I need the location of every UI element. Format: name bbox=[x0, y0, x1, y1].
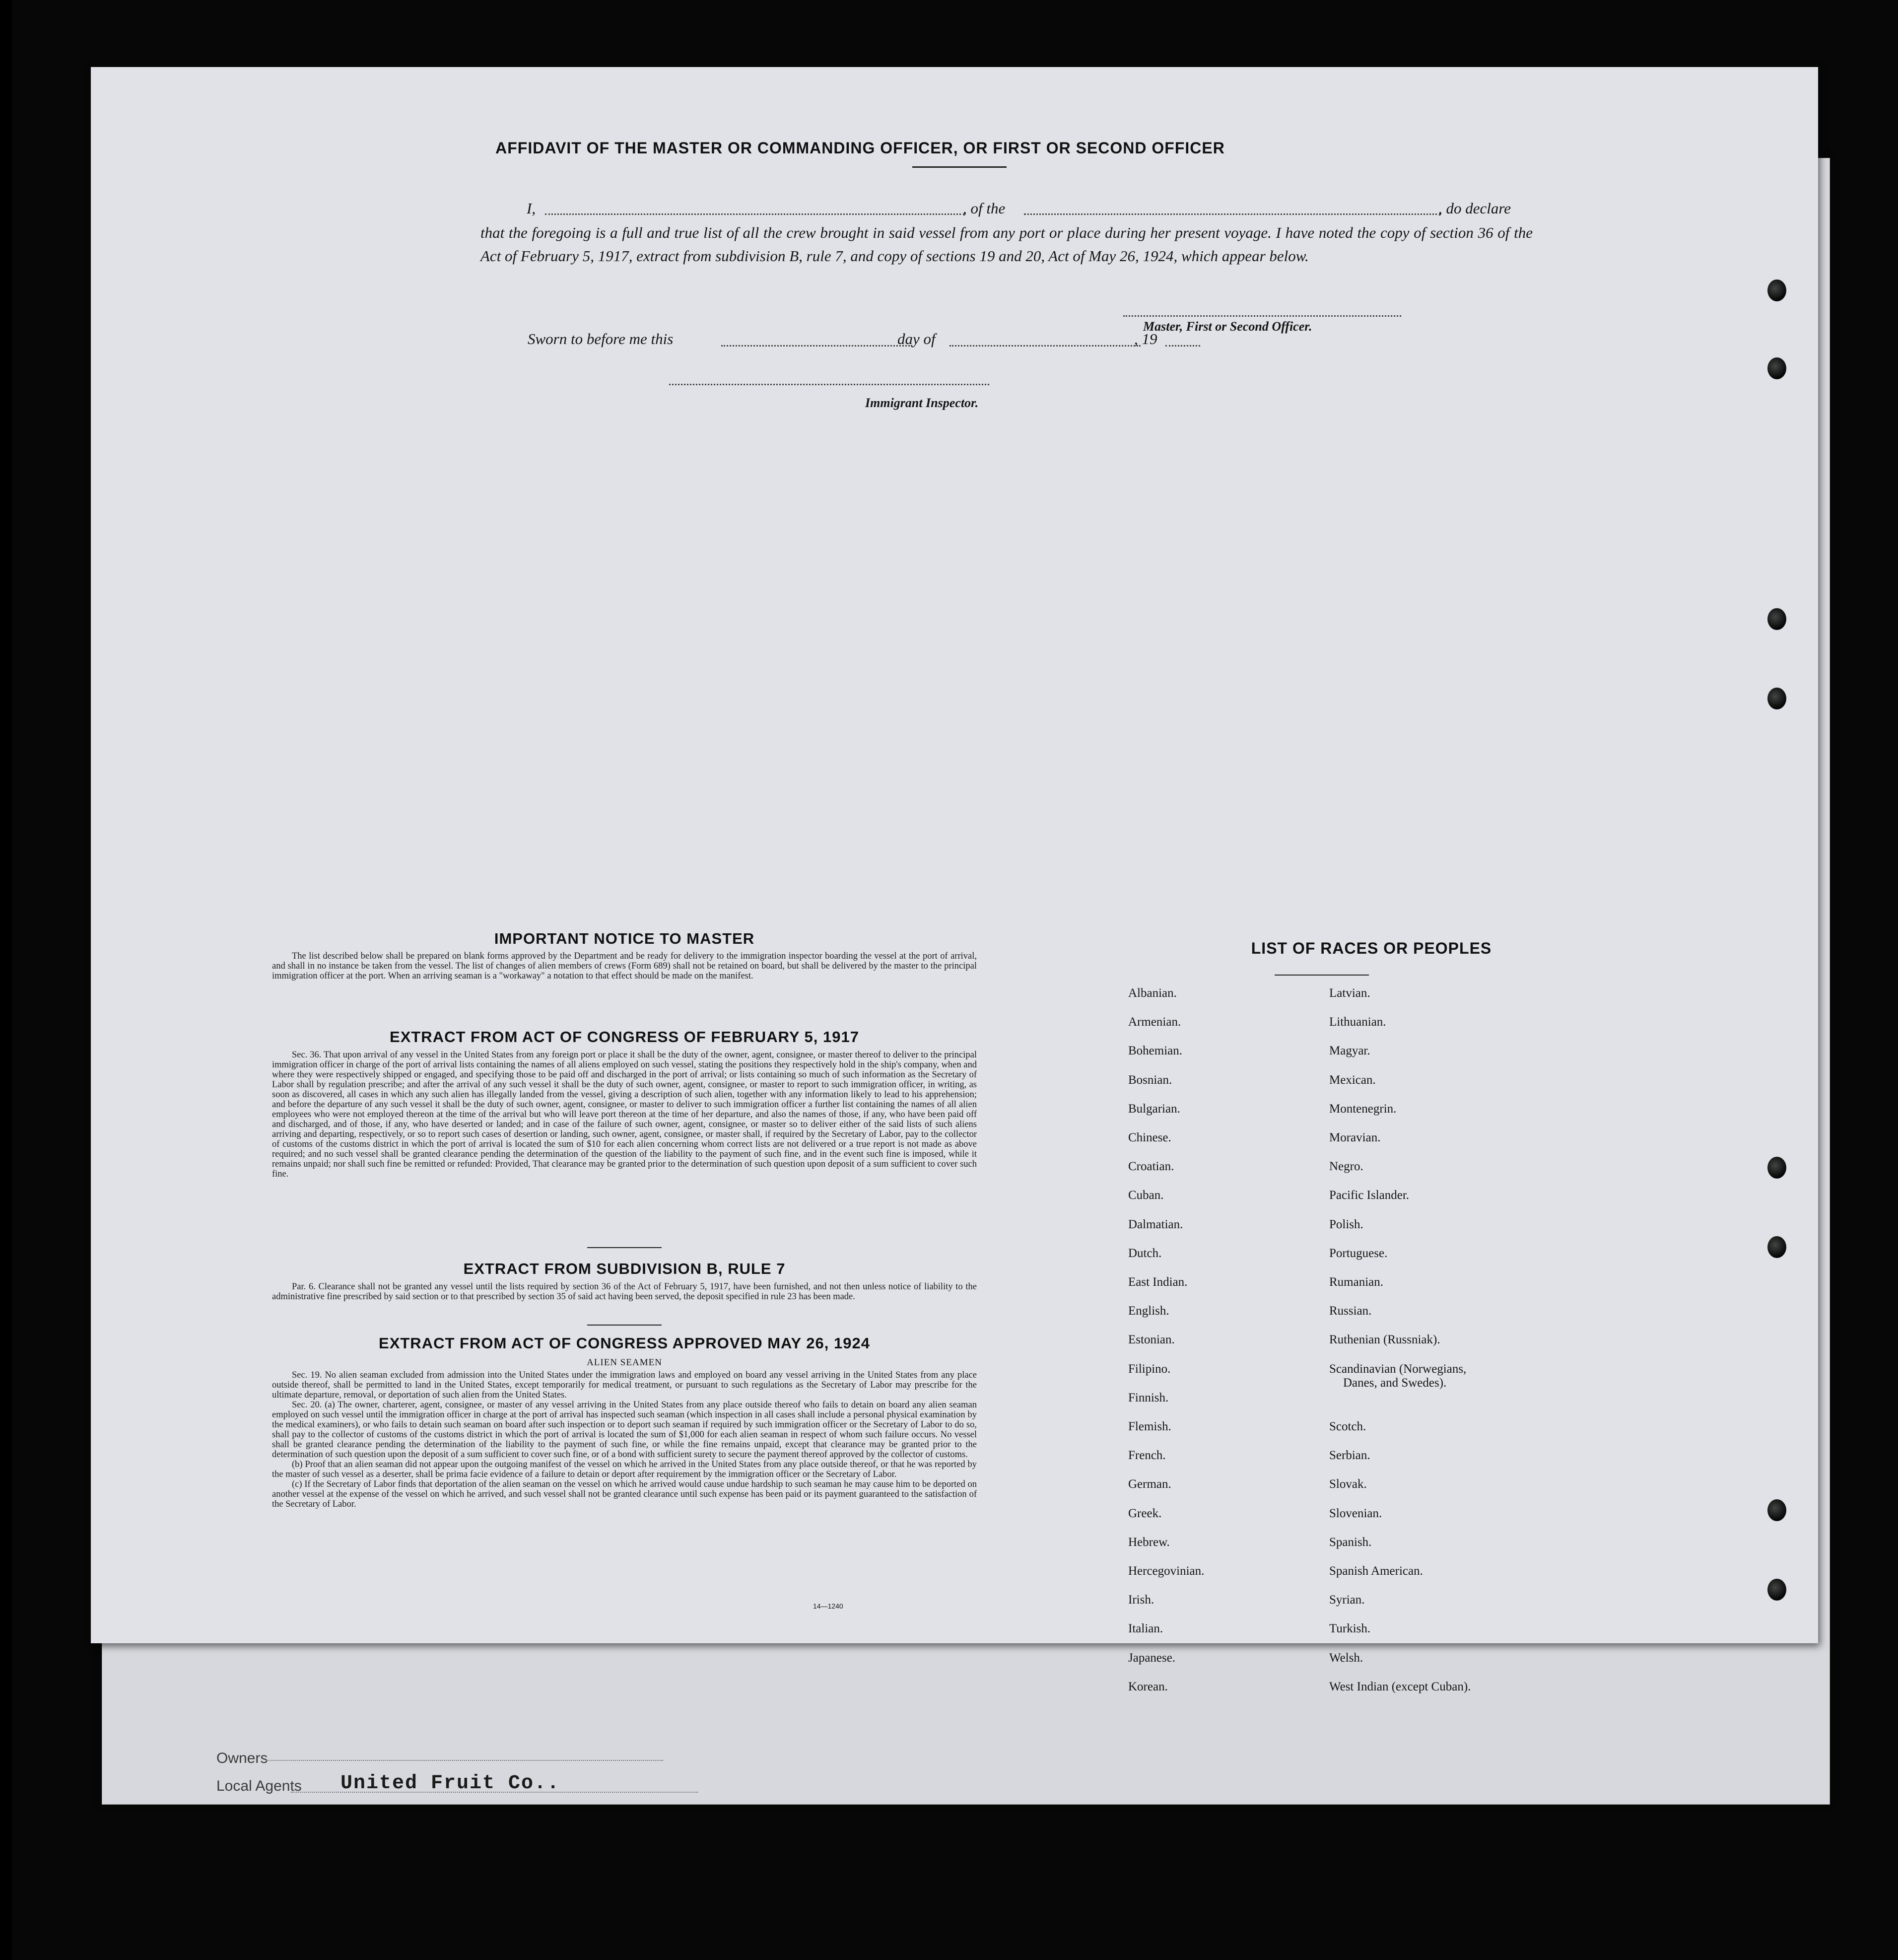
local-agents-label: Local Agents bbox=[216, 1778, 302, 1794]
punch-hole bbox=[1767, 280, 1786, 301]
race-item: Cuban. bbox=[1128, 1189, 1164, 1202]
sworn-month-field[interactable] bbox=[949, 345, 1141, 347]
race-item: Italian. bbox=[1128, 1622, 1163, 1636]
race-item: Serbian. bbox=[1329, 1449, 1370, 1463]
affidavit-title: AFFIDAVIT OF THE MASTER OR COMMANDING OFFICER, OR FIRST OR SECOND OFFICER bbox=[495, 139, 1225, 157]
race-item: Korean. bbox=[1128, 1680, 1168, 1693]
punch-hole bbox=[1767, 1579, 1786, 1601]
notice-title: IMPORTANT NOTICE TO MASTER bbox=[494, 930, 755, 947]
race-item: Scotch. bbox=[1329, 1420, 1366, 1433]
race-item: Portuguese. bbox=[1329, 1246, 1388, 1260]
race-item: Russian. bbox=[1329, 1304, 1372, 1318]
race-item: Negro. bbox=[1329, 1160, 1363, 1174]
race-item: Moravian. bbox=[1329, 1131, 1381, 1144]
race-item: Hebrew. bbox=[1128, 1535, 1170, 1549]
local-agents-line bbox=[291, 1792, 698, 1793]
race-item: West Indian (except Cuban). bbox=[1329, 1680, 1471, 1693]
race-item: Japanese. bbox=[1128, 1651, 1176, 1665]
race-item: East Indian. bbox=[1128, 1275, 1188, 1289]
races-title: LIST OF RACES OR PEOPLES bbox=[1251, 939, 1492, 957]
declare-of-the: , of the bbox=[963, 200, 1006, 217]
race-item: Welsh. bbox=[1329, 1651, 1363, 1665]
extract-rule7-title: EXTRACT FROM SUBDIVISION B, RULE 7 bbox=[463, 1260, 786, 1277]
race-item: Spanish. bbox=[1329, 1535, 1372, 1549]
inspector-label: Immigrant Inspector. bbox=[865, 396, 979, 410]
affidavit-form-sheet bbox=[91, 67, 1818, 1693]
alien-seamen-subtitle: ALIEN SEAMEN bbox=[587, 1357, 662, 1368]
race-item: Mexican. bbox=[1329, 1073, 1376, 1087]
sec-20b-text: (b) Proof that an alien seaman did not appear upon the outgoing manifest of the vessel on which he arrived in the United States from any place outside thereof, or that he was reported by the master of such vessel as a deserter, shall be prima facie evidence of a failure to detain or deport after requirement by the immigration officer or the Secretary of Labor. bbox=[272, 1460, 977, 1479]
race-item: French. bbox=[1128, 1449, 1166, 1463]
extract-rule7-text: Par. 6. Clearance shall not be granted any vessel until the lists required by section 36 of the Act of February 5, 1917, have been furnished, and not then unless notice of liability to the administrative fine prescribed by said section or to that prescribed by section 35 of said act having been served, the deposit specified in rule 23 has been made. bbox=[272, 1282, 977, 1302]
sec-19-text: Sec. 19. No alien seaman excluded from admission into the United States under the immigration laws and employed on board any vessel arriving in the United States from any place outside thereof, shall be permitted to land in the United States, except temporarily for medical treatment, or pursuant to such regulations as the Secretary of Labor may prescribe for the ultimate departure, removal, or deportation of such alien from the United States. bbox=[272, 1370, 977, 1400]
section-divider bbox=[587, 1325, 662, 1326]
declare-i: I, bbox=[527, 200, 536, 217]
race-item: Chinese. bbox=[1128, 1131, 1171, 1144]
race-item: Polish. bbox=[1329, 1217, 1363, 1231]
race-item: Albanian. bbox=[1128, 986, 1177, 1000]
master-name-field[interactable] bbox=[545, 213, 964, 215]
local-agents-value: United Fruit Co.. bbox=[340, 1772, 560, 1795]
race-item: Dalmatian. bbox=[1128, 1217, 1183, 1231]
race-item: Pacific Islander. bbox=[1329, 1189, 1410, 1202]
race-item: Montenegrin. bbox=[1329, 1102, 1397, 1116]
race-item: Irish. bbox=[1128, 1593, 1154, 1607]
punch-hole bbox=[1767, 608, 1786, 630]
race-item: Slovenian. bbox=[1329, 1506, 1382, 1520]
title-rule bbox=[912, 166, 1007, 168]
race-item: Finnish. bbox=[1128, 1391, 1169, 1404]
race-item: Latvian. bbox=[1329, 986, 1370, 1000]
race-item: Bosnian. bbox=[1128, 1073, 1172, 1087]
extract-1917-title: EXTRACT FROM ACT OF CONGRESS OF FEBRUARY 5, 1917 bbox=[390, 1028, 859, 1046]
extract-1917-text: Sec. 36. That upon arrival of any vessel in the United States from any foreign port or place it shall be the duty of the owner, agent, consignee, or master thereof to deliver to the principal immigration officer in charge of the port of arrival lists containing the names of all aliens employed on such vessel, stating the positions they respectively hold in the ship's company, when and where they were respectively shipped or engaged, and specifying those to be paid off and discharged in the port of arrival; or lists containing so much of such information as the Secretary of Labor shall by regulation prescribe; and after the arrival of any such vessel it shall be the duty of such owner, agent, consignee, or master to report to such immigration officer, in writing, as soon as discovered, all cases in which any such alien has illegally landed from the vessel, giving a description of such alien, together with any information likely to lead to his apprehension; and before the departure of any such vessel it shall be the duty of such owner, agent, consignee, or master to deliver to such immigration officer a further list containing the names of all alien employees who were not employed thereon at the time of the arrival but who will leave port thereon at the time of her departure, and also the names of those, if any, who have been paid off and discharged, and of those, if any, who have deserted or landed; and in case of the failure of such owner, agent, consignee, or master so to deliver either of the said lists of such aliens arriving and departing, respectively, or so to report such cases of desertion or landing, such owner, agent, consignee, or master shall, if required by the Secretary of Labor, pay to the collector of customs of the customs district in which the port of arrival is located the sum of $10 for each alien concerning whom correct lists are not delivered or a true report is not made as above required; and no such vessel shall be granted clearance pending the determination of the question of the liability to the payment of such fine, and in the event such fine is imposed, while it remains unpaid; nor shall such fine be remitted or refunded: Provided, That clearance may be granted prior to the determination of such question upon deposit of a sum sufficient to cover such fine. bbox=[272, 1050, 977, 1179]
section-divider bbox=[587, 1247, 662, 1248]
punch-hole bbox=[1767, 1157, 1786, 1179]
owners-label: Owners bbox=[216, 1750, 268, 1766]
punch-hole bbox=[1767, 1499, 1786, 1521]
sworn-day-field[interactable] bbox=[721, 345, 912, 347]
sec-20a-text: Sec. 20. (a) The owner, charterer, agent, consignee, or master of any vessel arriving in the United States from any place outside thereof who fails to detain on board any alien seaman employed on such vessel until the immigration officer in charge at the port of arrival has inspected such seaman (which inspection in all cases shall include a personal physical examination by the medical examiners), or who fails to detain such seaman on board after such inspection or to deport such seaman if required by such immigration officer or the Secretary of Labor to do so, shall pay to the collector of customs of the customs district in which the port of arrival is located the sum of $1,000 for each alien seaman in respect of whom such failure occurs. No vessel shall be granted clearance pending the determination of the liability to the payment of such fine, or while the fine remains unpaid, except that clearance may be granted prior to the determination of such question upon the deposit of a sum sufficient to cover such fine, or of a bond with sufficient surety to secure the payment thereof approved by the collector of customs. bbox=[272, 1400, 977, 1460]
race-item: Estonian. bbox=[1128, 1333, 1175, 1347]
race-item: Filipino. bbox=[1128, 1362, 1171, 1376]
race-item: Scandinavian (Norwegians, bbox=[1329, 1362, 1467, 1376]
sworn-year-prefix: , 19 bbox=[1134, 330, 1157, 348]
race-item: German. bbox=[1128, 1477, 1171, 1491]
race-item: Magyar. bbox=[1329, 1044, 1370, 1058]
race-item: English. bbox=[1128, 1304, 1169, 1318]
inspector-signature-field[interactable] bbox=[669, 384, 989, 385]
sworn-prefix: Sworn to before me this bbox=[528, 330, 674, 348]
declare-do-declare: , do declare bbox=[1438, 200, 1511, 217]
scan-border bbox=[0, 0, 12, 1960]
race-item-continuation: Danes, and Swedes). bbox=[1343, 1376, 1447, 1390]
sworn-day-of: day of bbox=[897, 330, 936, 348]
race-item: Slovak. bbox=[1329, 1477, 1367, 1491]
master-signature-field[interactable] bbox=[1123, 315, 1401, 317]
race-item: Flemish. bbox=[1128, 1420, 1171, 1433]
owners-line bbox=[266, 1760, 663, 1761]
race-item: Syrian. bbox=[1329, 1593, 1365, 1607]
sec-20c-text: (c) If the Secretary of Labor finds that deportation of the alien seaman on the vessel on which he arrived would cause undue hardship to such seaman he may cause him to be deported on another vessel at the expense of the vessel on which he arrived, and such vessel shall not be granted clearance until such expense has been paid or its payment guaranteed to the satisfaction of the Secretary of Labor. bbox=[272, 1479, 977, 1509]
race-item: Armenian. bbox=[1128, 1015, 1181, 1029]
race-item: Turkish. bbox=[1329, 1622, 1371, 1636]
master-signature-label: Master, First or Second Officer. bbox=[1143, 319, 1312, 334]
sworn-year-field[interactable] bbox=[1165, 345, 1200, 347]
race-item: Ruthenian (Russniak). bbox=[1329, 1333, 1440, 1347]
vessel-name-field[interactable] bbox=[1024, 213, 1441, 215]
races-rule bbox=[1275, 975, 1369, 976]
race-item: Croatian. bbox=[1128, 1160, 1174, 1174]
form-number: 14—1240 bbox=[813, 1602, 843, 1610]
notice-text: The list described below shall be prepared on blank forms approved by the Department and be ready for delivery to the immigration inspector boarding the vessel at the port of arrival, and shall in no instance be taken from the vessel. The list of changes of alien members of crews (Form 689) shall not be retained on board, but shall be delivered by the master to the principal immigration officer at the port. When an arriving seaman is a "workaway" a notation to that effect should be made on the manifest. bbox=[272, 951, 977, 981]
extract-1924-text bbox=[272, 1370, 977, 1509]
race-item: Rumanian. bbox=[1329, 1275, 1384, 1289]
race-item: Hercegovinian. bbox=[1128, 1564, 1205, 1578]
affidavit-statement: that the foregoing is a full and true list of all the crew brought in said vessel from any port or place during her present voyage. I have noted the copy of section 36 of the Act of February 5, 1917, extract from subdivision B, rule 7, and copy of sections 19 and 20, Act of May 26, 1924, which appear below. bbox=[480, 224, 1533, 265]
punch-hole bbox=[1767, 357, 1786, 379]
extract-1924-title: EXTRACT FROM ACT OF CONGRESS APPROVED MAY 26, 1924 bbox=[379, 1334, 870, 1352]
race-item: Dutch. bbox=[1128, 1246, 1162, 1260]
race-item: Spanish American. bbox=[1329, 1564, 1423, 1578]
race-item: Greek. bbox=[1128, 1506, 1162, 1520]
race-item: Lithuanian. bbox=[1329, 1015, 1386, 1029]
race-item: Bulgarian. bbox=[1128, 1102, 1180, 1116]
punch-hole bbox=[1767, 1236, 1786, 1258]
punch-hole bbox=[1767, 688, 1786, 709]
race-item: Bohemian. bbox=[1128, 1044, 1183, 1058]
